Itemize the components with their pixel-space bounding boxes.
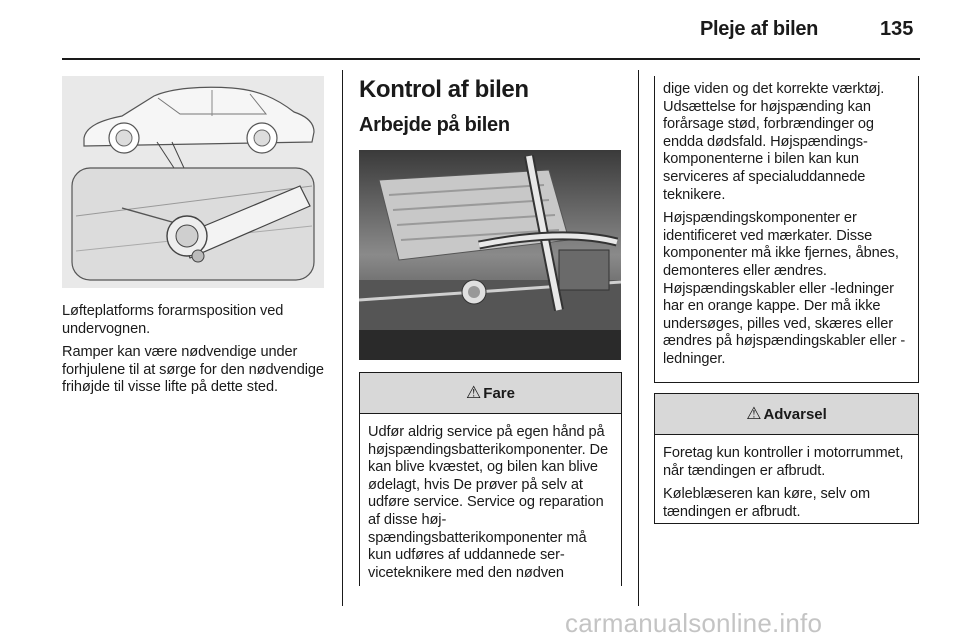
warning-paragraph-2: Køleblæseren kan køre, selv om tændingen er afbrudt. [663,486,871,520]
danger-box-continued [654,76,919,383]
warning-triangle-icon: ⚠ [746,404,762,423]
middle-column [359,76,621,138]
left-text-column [62,303,326,403]
ramps-paragraph: Ramper kan være nødvendige under forhjulene til at sørge for den nødvendige frihøjde til visse lifte på dette sted. [62,344,324,396]
warning-label: Advarsel [763,405,827,423]
warning-box-header [655,394,918,435]
lift-illustration [62,76,324,288]
header-rule [62,58,920,60]
danger-continued-paragraph-2: Højspændingskomponenter er identificeret ved mærkater. Disse komponenter må ikke fjernes, åbnes, demonteres eller ændres. Højspændingskabler eller -ledninger har en orange kappe. Der må ikke undersøges, pilles ved, skæres eller ændres på højspændingskabler eller -ledninger. [663,210,906,367]
engine-bay-photo [359,150,621,360]
danger-continued-paragraph-1: dige viden og det korrekte værktøj. Udsættelse for højspænding kan forårsage stød, forbrændinger og endda dødsfald. Højspændingskomponenterne i bilen kan kun serviceres af specialuddannede teknikere. [663,81,885,203]
lift-caption: Løfteplatforms forarmsposition ved undervognen. [62,303,284,337]
danger-box-header [360,373,621,414]
lift-illustration-svg [62,76,324,288]
watermark: carmanualsonline.info [565,608,823,638]
column-divider-left [342,70,343,606]
subsection-title: Arbejde på bilen [359,114,510,136]
section-title: Kontrol af bilen [359,76,529,103]
warning-box [654,393,919,524]
warning-paragraph-1: Foretag kun kontroller i motorrummet, når tændingen er afbrudt. [663,445,904,479]
header-title: Pleje af bilen [700,18,819,40]
danger-label: Fare [483,384,515,402]
warning-triangle-icon: ⚠ [466,383,482,402]
danger-box [359,372,622,586]
danger-text: Udfør aldrig service på egen hånd på højspændingsbatterikomponenter. De kan blive kvæstet, og bilen kan blive ødelagt, hvis De prøver på selv at udføre service. Service og reparation af disse højspændingsbatterikomponenter må kun udføres af uddannede serviceteknikere med den nødven [368,424,608,581]
page-number: 135 [880,18,914,40]
engine-bay-svg [359,150,621,360]
column-divider-right [638,70,639,606]
